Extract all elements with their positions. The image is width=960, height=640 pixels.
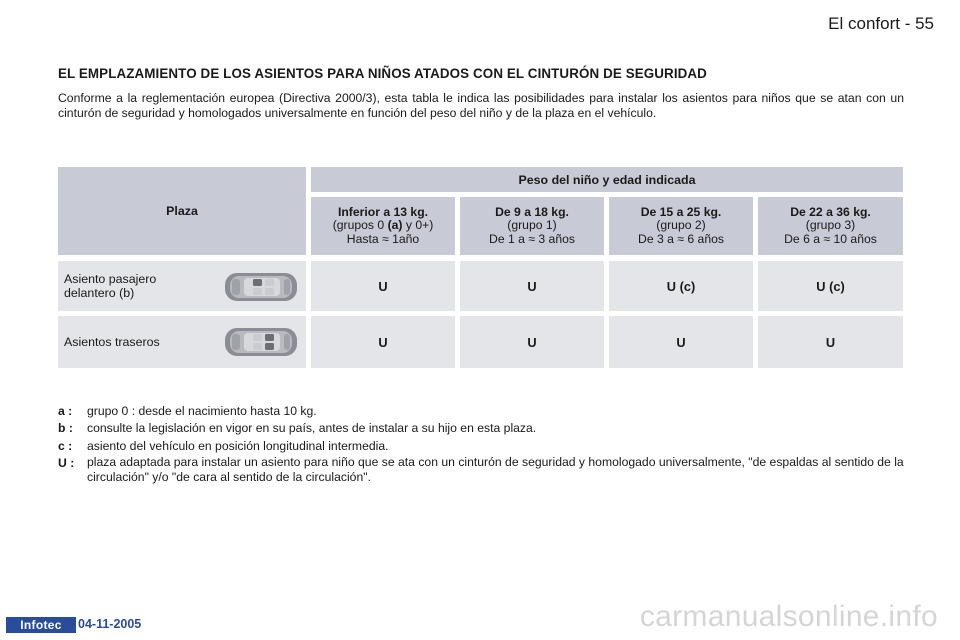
column-group: (grupo 2) — [656, 218, 706, 233]
car-rear-seats-icon — [224, 324, 298, 360]
footnote: a : grupo 0 : desde el nacimiento hasta 10 kg. — [58, 404, 317, 418]
column-header — [311, 197, 455, 255]
infotec-logo: Infotec — [6, 617, 76, 633]
weight-age-group-header: Peso del niño y edad indicada — [311, 167, 903, 192]
table-cell: U — [311, 316, 455, 368]
column-group: (grupos 0 (a) y 0+) — [332, 218, 434, 233]
intro-paragraph: Conforme a la reglementación europea (Directiva 2000/3), esta tabla le indica las posibilidades para instalar los asientos para niños que se atan con un cinturón de seguridad y homologados universalmente en función del peso del niño y de la plaza en el vehículo. — [58, 91, 904, 120]
column-group: (grupo 1) — [507, 218, 557, 233]
table-cell: U — [758, 316, 903, 368]
footer-date: 04-11-2005 — [78, 617, 142, 631]
column-group: (grupo 3) — [805, 218, 856, 233]
table-cell: U (c) — [609, 261, 753, 311]
column-weight: De 15 a 25 kg. — [640, 204, 722, 219]
table-row-label: Asiento pasajero delantero (b) — [58, 261, 306, 311]
column-weight: Inferior a 13 kg. — [337, 204, 429, 219]
footnote: U : plaza adaptada para instalar un asiento para niño que se ata con un cinturón de seguridad y homologado universalmente, "de espaldas al sentido de la circulación" y/o "de cara al sentido de la circulación". — [58, 455, 904, 485]
column-header — [460, 197, 604, 255]
car-front-seat-icon — [224, 269, 298, 305]
column-header — [609, 197, 753, 255]
column-age: De 3 a ≈ 6 años — [638, 231, 724, 246]
column-header — [758, 197, 903, 255]
page-title: El confort - 55 — [828, 14, 934, 33]
plaza-header: Plaza — [58, 167, 306, 255]
column-weight: De 22 a 36 kg. — [790, 204, 871, 219]
table-cell: U — [311, 261, 455, 311]
table-cell: U — [460, 261, 604, 311]
footnote: b : consulte la legislación en vigor en su país, antes de instalar a su hijo en esta plaza. — [58, 421, 537, 436]
table-cell: U (c) — [758, 261, 903, 311]
footnotes — [58, 403, 918, 485]
column-age: De 6 a ≈ 10 años — [784, 231, 877, 246]
table-row-label: Asientos traseros — [58, 316, 306, 368]
column-age: Hasta ≈ 1año — [346, 231, 420, 246]
column-weight: De 9 a 18 kg. — [495, 204, 569, 219]
table-cell: U — [609, 316, 753, 368]
section-heading: EL EMPLAZAMIENTO DE LOS ASIENTOS PARA NIÑOS ATADOS CON EL CINTURÓN DE SEGURIDAD — [58, 66, 707, 81]
column-age: De 1 a ≈ 3 años — [489, 231, 575, 246]
footnote: c : asiento del vehículo en posición longitudinal intermedia. — [58, 438, 389, 453]
watermark: carmanualsonline.info — [639, 600, 938, 633]
table-cell: U — [460, 316, 604, 368]
